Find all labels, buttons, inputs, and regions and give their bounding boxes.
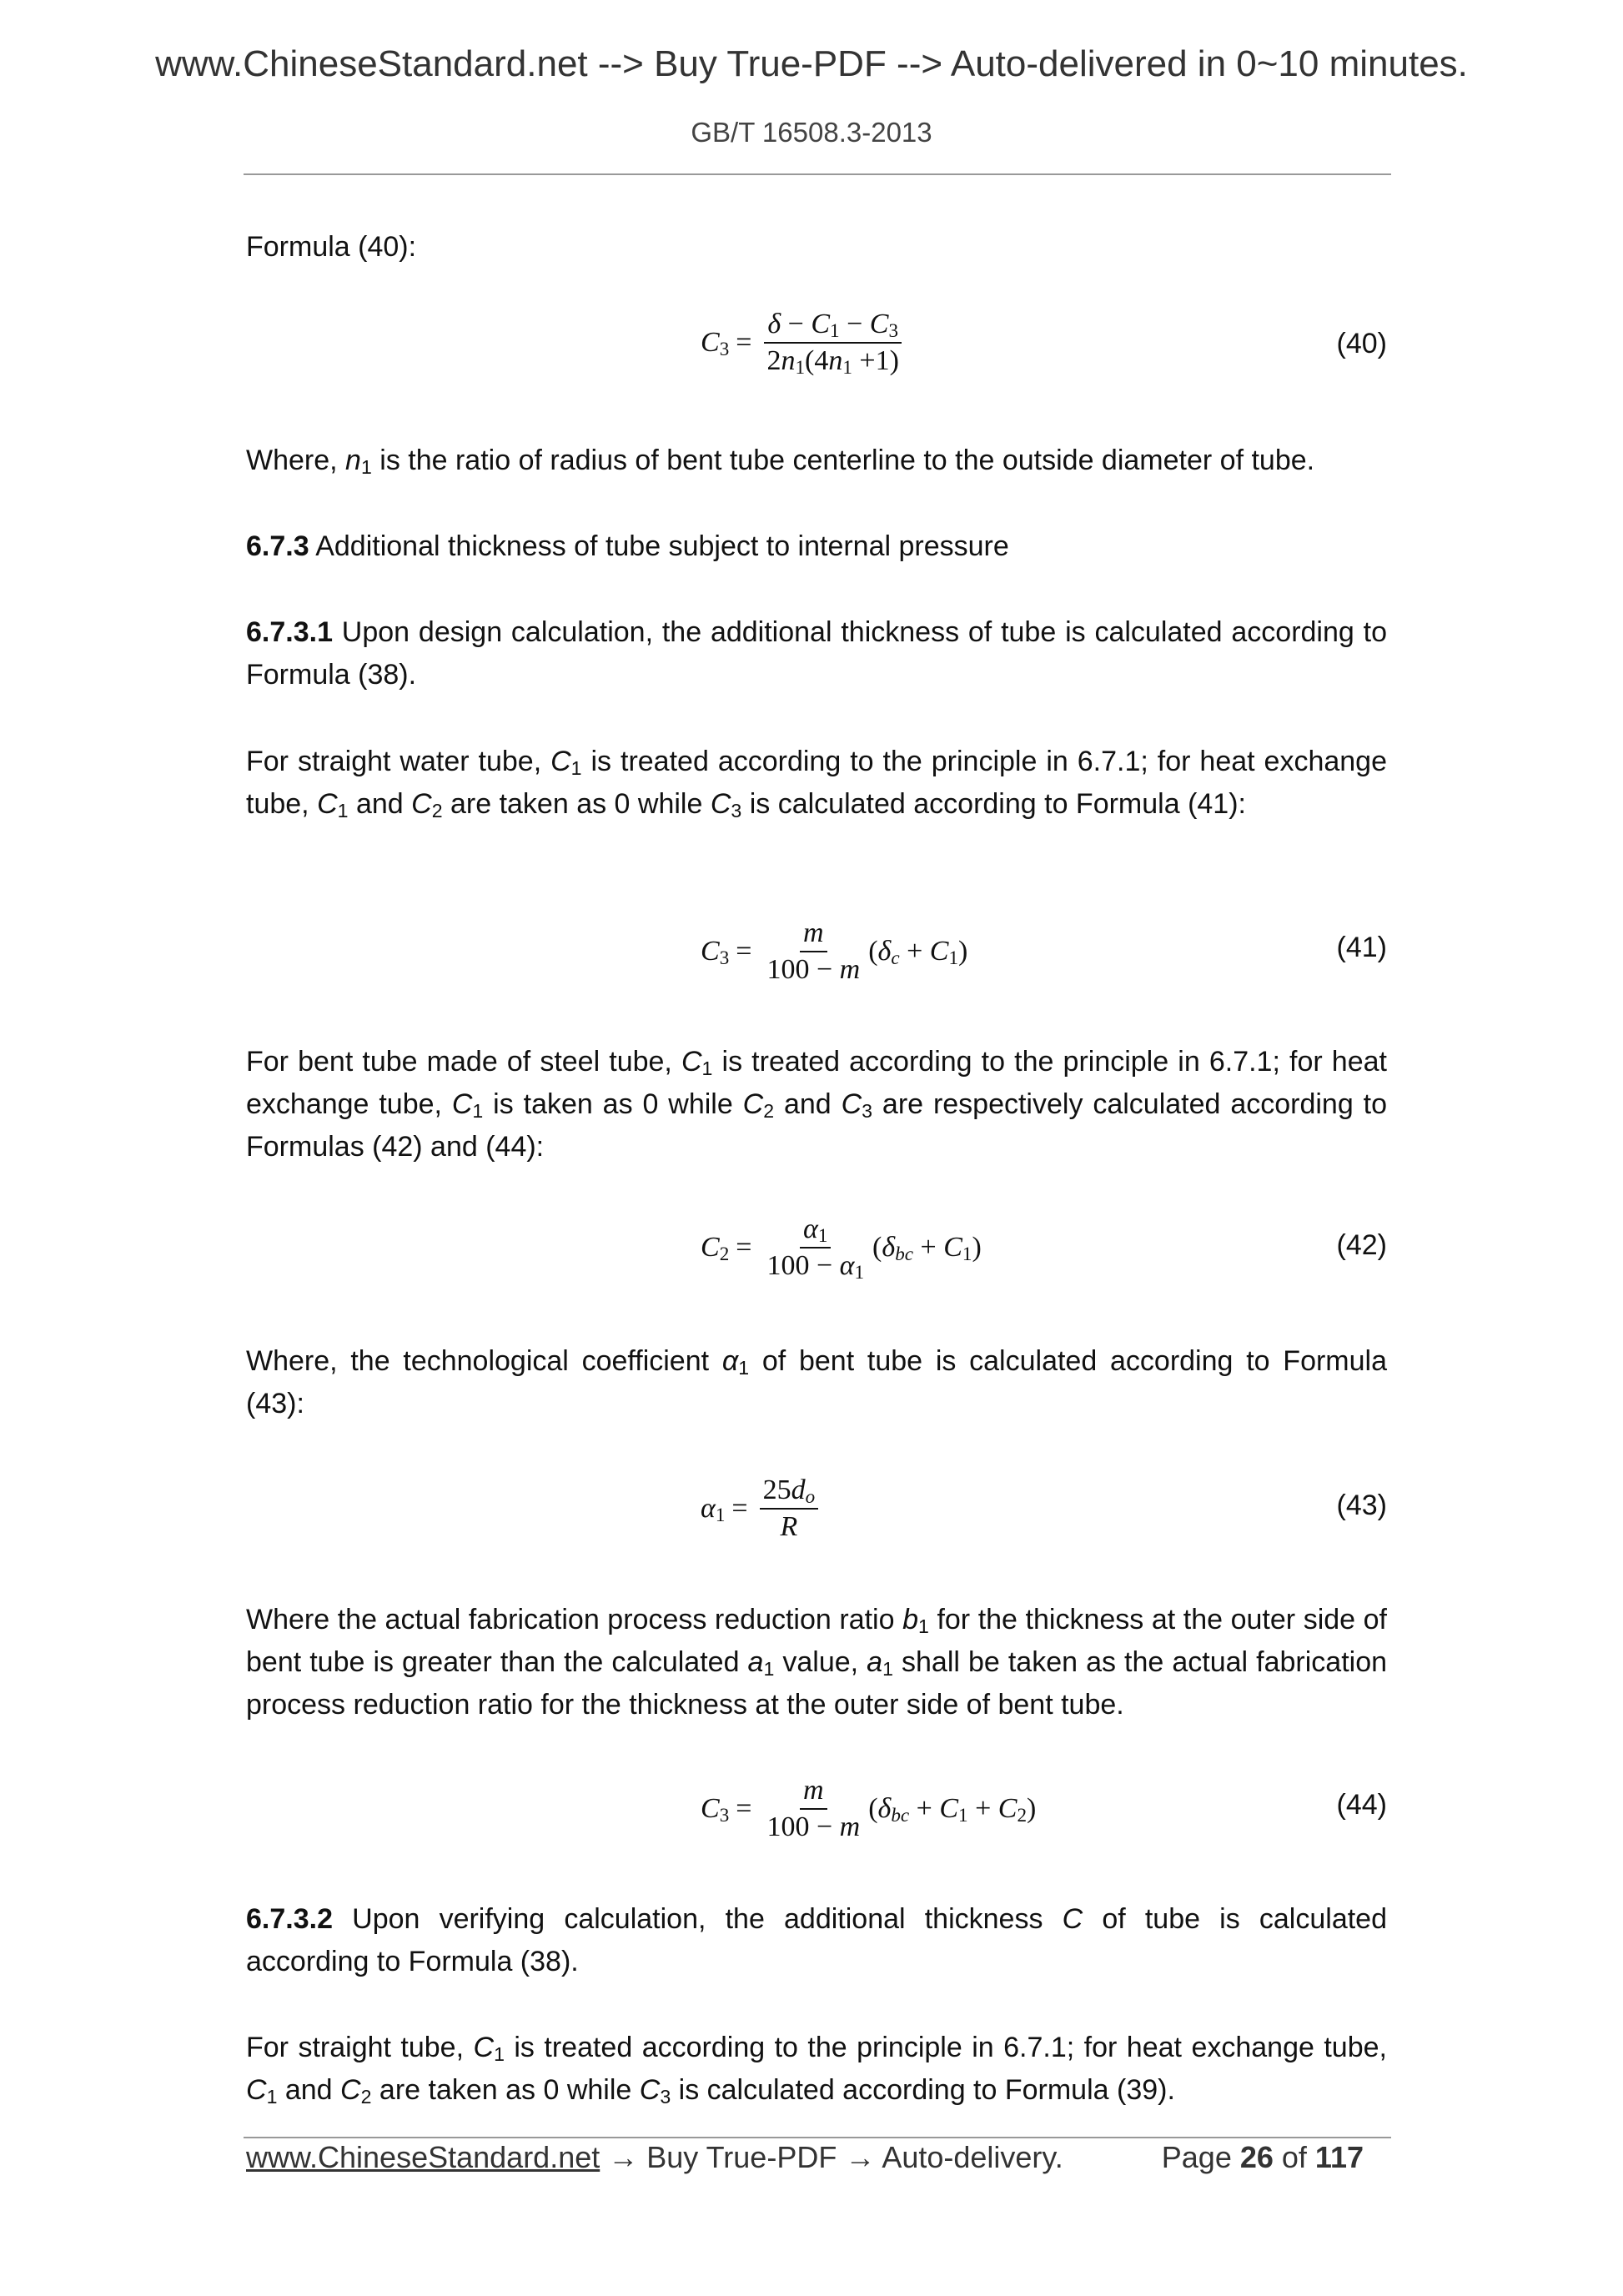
text-run: 100 −: [766, 954, 840, 985]
text-run: are respectively calculated according to Formulas (42) and (44):: [246, 1088, 1388, 1163]
text-run: b: [902, 1604, 919, 1635]
paragraph-6-7-3-1: [246, 611, 1387, 696]
text-run: Upon verifying calculation, the additional thickness: [332, 1903, 1063, 1935]
text-run: C: [411, 788, 432, 820]
subscript: 3: [888, 320, 898, 343]
text-run: shall be taken as the actual fabrication process reduction ratio for the thickness at the outer side of bent tube.: [246, 1646, 1388, 1721]
subscript: 1: [918, 1615, 929, 1638]
formula-number: (40): [1336, 328, 1387, 359]
text-run: is treated according to the principle in 6.7.1; for heat exchange tube,: [246, 746, 1388, 820]
text-run: +: [899, 936, 930, 967]
text-run: 2: [766, 345, 781, 376]
formula-42: [701, 1213, 982, 1282]
text-run: Where, the technological coefficient: [246, 1345, 722, 1377]
paragraph-6-7-3-2: [246, 1898, 1387, 1983]
text-run: δ: [882, 1232, 896, 1263]
text-run: C: [742, 1088, 764, 1120]
text-run: C: [701, 327, 720, 358]
text-run: δ: [877, 1793, 892, 1824]
subscript: 3: [719, 947, 730, 970]
equals-sign: =: [736, 327, 752, 358]
text-run: (4: [805, 345, 829, 376]
text-run: value,: [774, 1646, 867, 1678]
subscript: 1: [715, 1505, 726, 1527]
page-footer: [246, 2140, 1389, 2175]
text-run: C: [681, 1046, 702, 1078]
text-run: C: [451, 1088, 473, 1120]
text-run: C: [841, 1088, 862, 1120]
subscript: 1: [854, 1262, 865, 1284]
text-run: Upon design calculation, the additional thickness of tube is calculated according to Formula (38).: [246, 616, 1387, 691]
formula-tail: [868, 936, 968, 970]
text-run: Where,: [246, 445, 346, 476]
text-run: α: [839, 1250, 855, 1281]
subscript: 1: [795, 357, 805, 379]
subscript: 2: [763, 1100, 775, 1123]
text-run: C: [869, 309, 889, 339]
text-run: is calculated according to Formula (41):: [741, 788, 1246, 820]
text-run: 100 −: [766, 1811, 840, 1842]
subscript: 2: [1017, 1805, 1028, 1827]
subscript: c: [891, 947, 900, 970]
text-run: +: [913, 1232, 944, 1263]
formula-number: (42): [1336, 1229, 1387, 1261]
text-run: (: [868, 936, 878, 967]
equals-sign: =: [736, 936, 752, 967]
text-run: −: [839, 309, 870, 339]
text-run: For straight tube,: [246, 2032, 474, 2063]
paragraph-bent-tube: [246, 1041, 1387, 1168]
fraction: [763, 309, 902, 377]
paragraph-straight-tube: [246, 2027, 1387, 2112]
text-run: −: [781, 309, 812, 339]
subscript: 1: [882, 1658, 893, 1681]
text-run: C: [701, 1232, 720, 1263]
text-run: Formula (40):: [246, 231, 417, 263]
subscript: 1: [360, 456, 372, 479]
text-run: C: [1062, 1903, 1083, 1935]
denominator: [763, 1248, 867, 1282]
subscript: 3: [731, 800, 742, 822]
text-run: C: [939, 1793, 959, 1824]
subscript: 2: [719, 1243, 730, 1266]
page-number: 26: [1239, 2140, 1274, 2174]
text-run: δ: [877, 936, 892, 967]
text-run: C: [943, 1232, 962, 1263]
formula-tail: [872, 1232, 982, 1264]
formula-lhs: [701, 936, 730, 970]
text-run: C: [340, 2074, 361, 2106]
subscript: 1: [701, 1058, 713, 1080]
text-run: is the ratio of radius of bent tube centerline to the outside diameter of tube.: [371, 445, 1315, 476]
subscript: 3: [660, 2086, 671, 2108]
text-run: of tube is calculated according to Formula (38).: [246, 1903, 1387, 1977]
fraction: [763, 1775, 863, 1843]
footer-divider: [244, 2137, 1391, 2138]
subscript: 1: [337, 800, 349, 822]
text-run: is calculated according to Formula (39).: [671, 2074, 1175, 2106]
text-run: +: [967, 1793, 998, 1824]
text-run: C: [811, 309, 830, 339]
denominator: [763, 344, 902, 377]
text-run: Where the actual fabrication process reduction ratio: [246, 1604, 903, 1635]
text-run: C: [701, 1793, 720, 1824]
subscript: 1: [962, 1243, 972, 1266]
text-run: ): [1027, 1793, 1037, 1824]
text-run: of bent tube is calculated according to Formula (43):: [246, 1345, 1388, 1419]
subscript: 1: [763, 1658, 775, 1681]
text-run: 6.7.3.1: [246, 616, 333, 648]
text-run: d: [791, 1475, 806, 1505]
text-run: m: [839, 1811, 861, 1842]
text-run: C: [317, 788, 338, 820]
numerator: [800, 917, 827, 952]
subscript: 1: [948, 947, 959, 970]
text-run: For bent tube made of steel tube,: [246, 1046, 681, 1078]
numerator: [800, 1775, 827, 1810]
text-run: δ: [767, 309, 781, 339]
paragraph-reduction-ratio: [246, 1599, 1387, 1726]
text-run: m: [839, 954, 861, 985]
text-run: C: [639, 2074, 661, 2106]
formula-43: [701, 1475, 823, 1543]
of-label: of: [1273, 2140, 1315, 2174]
document-id: GB/T 16508.3-2013: [691, 117, 932, 148]
subscript: 1: [266, 2086, 278, 2108]
text-run: for the thickness at the outer side of bent tube is greater than the calculated: [246, 1604, 1387, 1678]
formula-lhs: [701, 327, 729, 359]
text-run: 6.7.3.2: [246, 1903, 333, 1935]
denominator: [763, 1810, 863, 1843]
subscript: 3: [862, 1100, 873, 1123]
formula-tail: [868, 1793, 1036, 1825]
text-run: and: [348, 788, 412, 820]
formula-44: [701, 1775, 1036, 1843]
text-run: and: [774, 1088, 842, 1120]
formula-40-intro: [246, 226, 1387, 269]
text-run: α: [721, 1345, 739, 1377]
paragraph-straight-water-tube: [246, 741, 1387, 826]
subscript: 1: [570, 757, 582, 780]
text-run: (: [868, 1793, 878, 1824]
text-run: C: [997, 1793, 1018, 1824]
paragraph-alpha1-definition: [246, 1340, 1387, 1425]
text-run: C: [929, 936, 949, 967]
fraction: [763, 917, 863, 986]
subscript: 1: [494, 2043, 505, 2066]
formula-number: (41): [1336, 932, 1387, 963]
page-label: Page: [1161, 2140, 1240, 2174]
formula-41: [701, 917, 967, 986]
text-run: n: [345, 445, 361, 476]
subscript: o: [805, 1486, 816, 1509]
subscript: 3: [719, 1805, 730, 1827]
text-run: and: [277, 2074, 341, 2106]
formula-lhs: [701, 1493, 725, 1525]
text-run: For straight water tube,: [246, 746, 551, 777]
denominator: [777, 1510, 801, 1543]
subscript: 1: [817, 1225, 828, 1248]
equals-sign: =: [731, 1493, 748, 1524]
subscript: 1: [842, 357, 852, 379]
text-run: 25: [762, 1475, 791, 1505]
paragraph-n1-definition: [246, 440, 1387, 482]
text-run: C: [246, 2074, 267, 2106]
formula-40: [701, 309, 907, 377]
text-run: a: [747, 1646, 764, 1678]
site-banner: www.ChineseStandard.net --> Buy True-PDF --> Auto-delivered in 0~10 minutes.: [155, 43, 1468, 84]
text-run: n: [781, 345, 796, 376]
site-link[interactable]: www.ChineseStandard.net: [246, 2140, 600, 2174]
header-divider: [244, 173, 1391, 175]
numerator: [760, 1475, 819, 1510]
subscript: 1: [830, 320, 840, 343]
text-run: n: [828, 345, 843, 376]
text-run: m: [803, 1775, 824, 1806]
numerator: [764, 309, 902, 344]
equals-sign: =: [736, 1793, 752, 1824]
text-run: (: [872, 1232, 882, 1263]
subscript: bc: [891, 1805, 910, 1827]
page-total: 117: [1314, 2140, 1364, 2174]
text-run: is taken as 0 while: [483, 1088, 743, 1120]
text-run: m: [803, 917, 824, 948]
footer-text: → Buy True-PDF → Auto-delivery.: [600, 2140, 1063, 2174]
text-run: 6.7.3: [246, 530, 309, 562]
formula-lhs: [701, 1232, 729, 1264]
text-run: is treated according to the principle in 6.7.1; for heat exchange tube,: [504, 2032, 1387, 2063]
text-run: +1): [852, 345, 899, 376]
subscript: 2: [431, 800, 443, 822]
section-heading-6-7-3: [246, 525, 1387, 568]
formula-number: (43): [1336, 1490, 1387, 1521]
subscript: 2: [360, 2086, 372, 2108]
text-run: ): [958, 936, 968, 967]
text-run: α: [701, 1493, 716, 1524]
text-run: 100 −: [766, 1250, 840, 1281]
text-run: are taken as 0 while: [442, 788, 711, 820]
subscript: 1: [958, 1805, 968, 1827]
text-run: Additional thickness of tube subject to internal pressure: [309, 530, 1009, 562]
text-run: C: [473, 2032, 495, 2063]
fraction: [763, 1213, 867, 1282]
text-run: is treated according to the principle in 6.7.1; for heat exchange tube,: [246, 1046, 1387, 1120]
subscript: 3: [719, 339, 730, 361]
subscript: 1: [472, 1100, 484, 1123]
denominator: [763, 952, 863, 986]
subscript: bc: [895, 1243, 913, 1266]
subscript: 1: [738, 1357, 750, 1379]
text-run: a: [867, 1646, 883, 1678]
text-run: α: [803, 1213, 818, 1244]
text-run: C: [550, 746, 571, 777]
numerator: [800, 1213, 831, 1248]
text-run: C: [710, 788, 731, 820]
text-run: ): [972, 1232, 982, 1263]
text-run: R: [780, 1511, 798, 1542]
page-indicator: [1162, 2140, 1364, 2175]
text-run: C: [701, 936, 720, 967]
equals-sign: =: [736, 1232, 752, 1263]
text-run: are taken as 0 while: [371, 2074, 640, 2106]
fraction: [760, 1475, 819, 1543]
formula-number: (44): [1336, 1789, 1387, 1821]
text-run: +: [909, 1793, 940, 1824]
formula-lhs: [701, 1793, 729, 1825]
